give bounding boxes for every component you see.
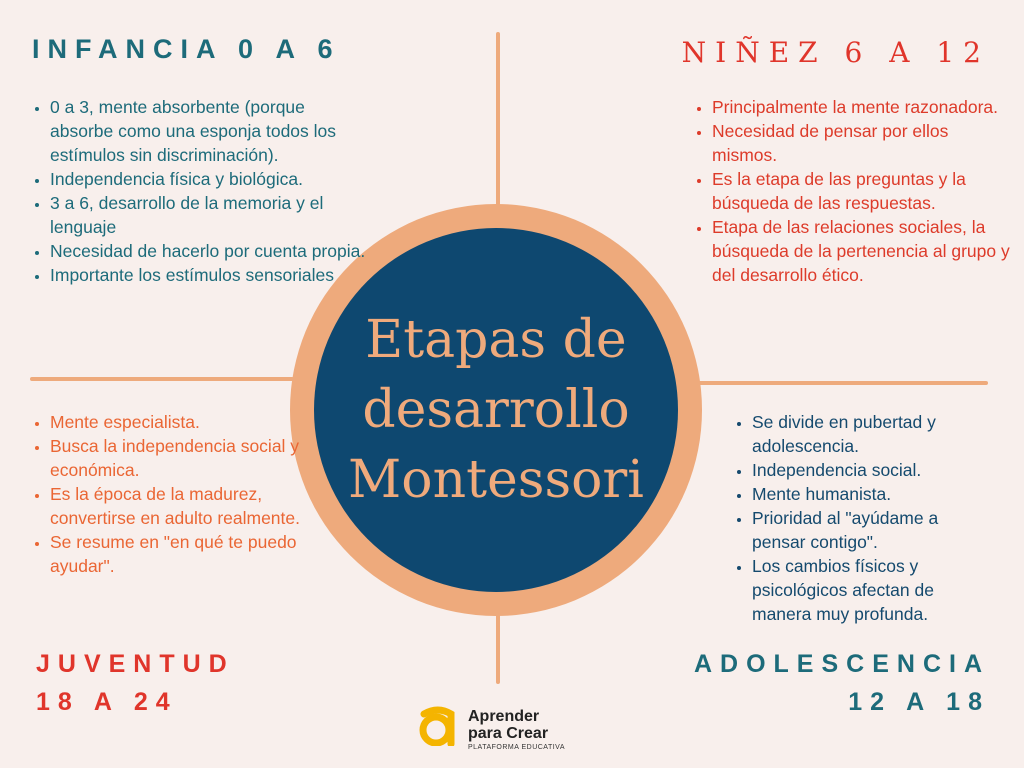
list-item: • Necesidad de hacerlo por cuenta propia. bbox=[50, 239, 368, 263]
list-item: • Mente especialista. bbox=[50, 410, 320, 434]
logo-tagline: PLATAFORMA EDUCATIVA bbox=[468, 744, 565, 751]
brand-logo bbox=[418, 700, 598, 750]
heading-infancia: INFANCIA 0 A 6 bbox=[32, 34, 341, 64]
title-line-2: desarrollo bbox=[362, 380, 630, 440]
divider-horizontal-right bbox=[698, 381, 988, 385]
list-juventud bbox=[32, 410, 320, 578]
list-item: • Es la etapa de las preguntas y la búsqueda de las respuestas. bbox=[712, 167, 1012, 215]
heading-juventud-age: 18 A 24 bbox=[36, 688, 178, 716]
list-item: • Principalmente la mente razonadora. bbox=[712, 95, 1012, 119]
list-item: • Se resume en "en qué te puedo ayudar". bbox=[50, 530, 320, 578]
list-item: • Importante los estímulos sensoriales bbox=[50, 263, 368, 287]
center-circle-inner bbox=[314, 228, 678, 592]
heading-adolescencia: ADOLESCENCIA bbox=[693, 650, 990, 678]
list-infancia bbox=[32, 95, 368, 287]
heading-adolescencia-age: 12 A 18 bbox=[848, 688, 990, 716]
list-item: • 3 a 6, desarrollo de la memoria y el lenguaje bbox=[50, 191, 368, 239]
list-adolescencia bbox=[734, 410, 992, 626]
list-item: • Independencia física y biológica. bbox=[50, 167, 368, 191]
list-item: • Se divide en pubertad y adolescencia. bbox=[752, 410, 992, 458]
logo-a-icon bbox=[418, 704, 460, 746]
logo-line-1: Aprender bbox=[468, 708, 540, 725]
logo-text bbox=[468, 708, 565, 751]
list-item: • Es la época de la madurez, convertirse en adulto realmente. bbox=[50, 482, 320, 530]
divider-vertical-bottom bbox=[496, 612, 500, 684]
list-item: • Busca la independencia social y económica. bbox=[50, 434, 320, 482]
diagram-title bbox=[348, 305, 644, 515]
title-line-1: Etapas de bbox=[365, 310, 627, 370]
heading-ninez: NIÑEZ 6 A 12 bbox=[681, 36, 990, 69]
list-item: • Mente humanista. bbox=[752, 482, 992, 506]
logo-line-2: para Crear bbox=[468, 725, 549, 742]
title-line-3: Montessori bbox=[348, 450, 644, 510]
list-ninez bbox=[694, 95, 1012, 287]
list-item: • Independencia social. bbox=[752, 458, 992, 482]
divider-vertical-top bbox=[496, 32, 500, 208]
divider-horizontal-left bbox=[30, 377, 294, 381]
list-item: • Necesidad de pensar por ellos mismos. bbox=[712, 119, 1012, 167]
list-item: • 0 a 3, mente absorbente (porque absorbe como una esponja todos los estímulos sin discriminación). bbox=[50, 95, 368, 167]
list-item: • Prioridad al "ayúdame a pensar contigo". bbox=[752, 506, 992, 554]
list-item: • Los cambios físicos y psicológicos afectan de manera muy profunda. bbox=[752, 554, 992, 626]
heading-juventud: JUVENTUD bbox=[36, 650, 235, 678]
list-item: • Etapa de las relaciones sociales, la búsqueda de la pertenencia al grupo y del desarrollo ético. bbox=[712, 215, 1012, 287]
